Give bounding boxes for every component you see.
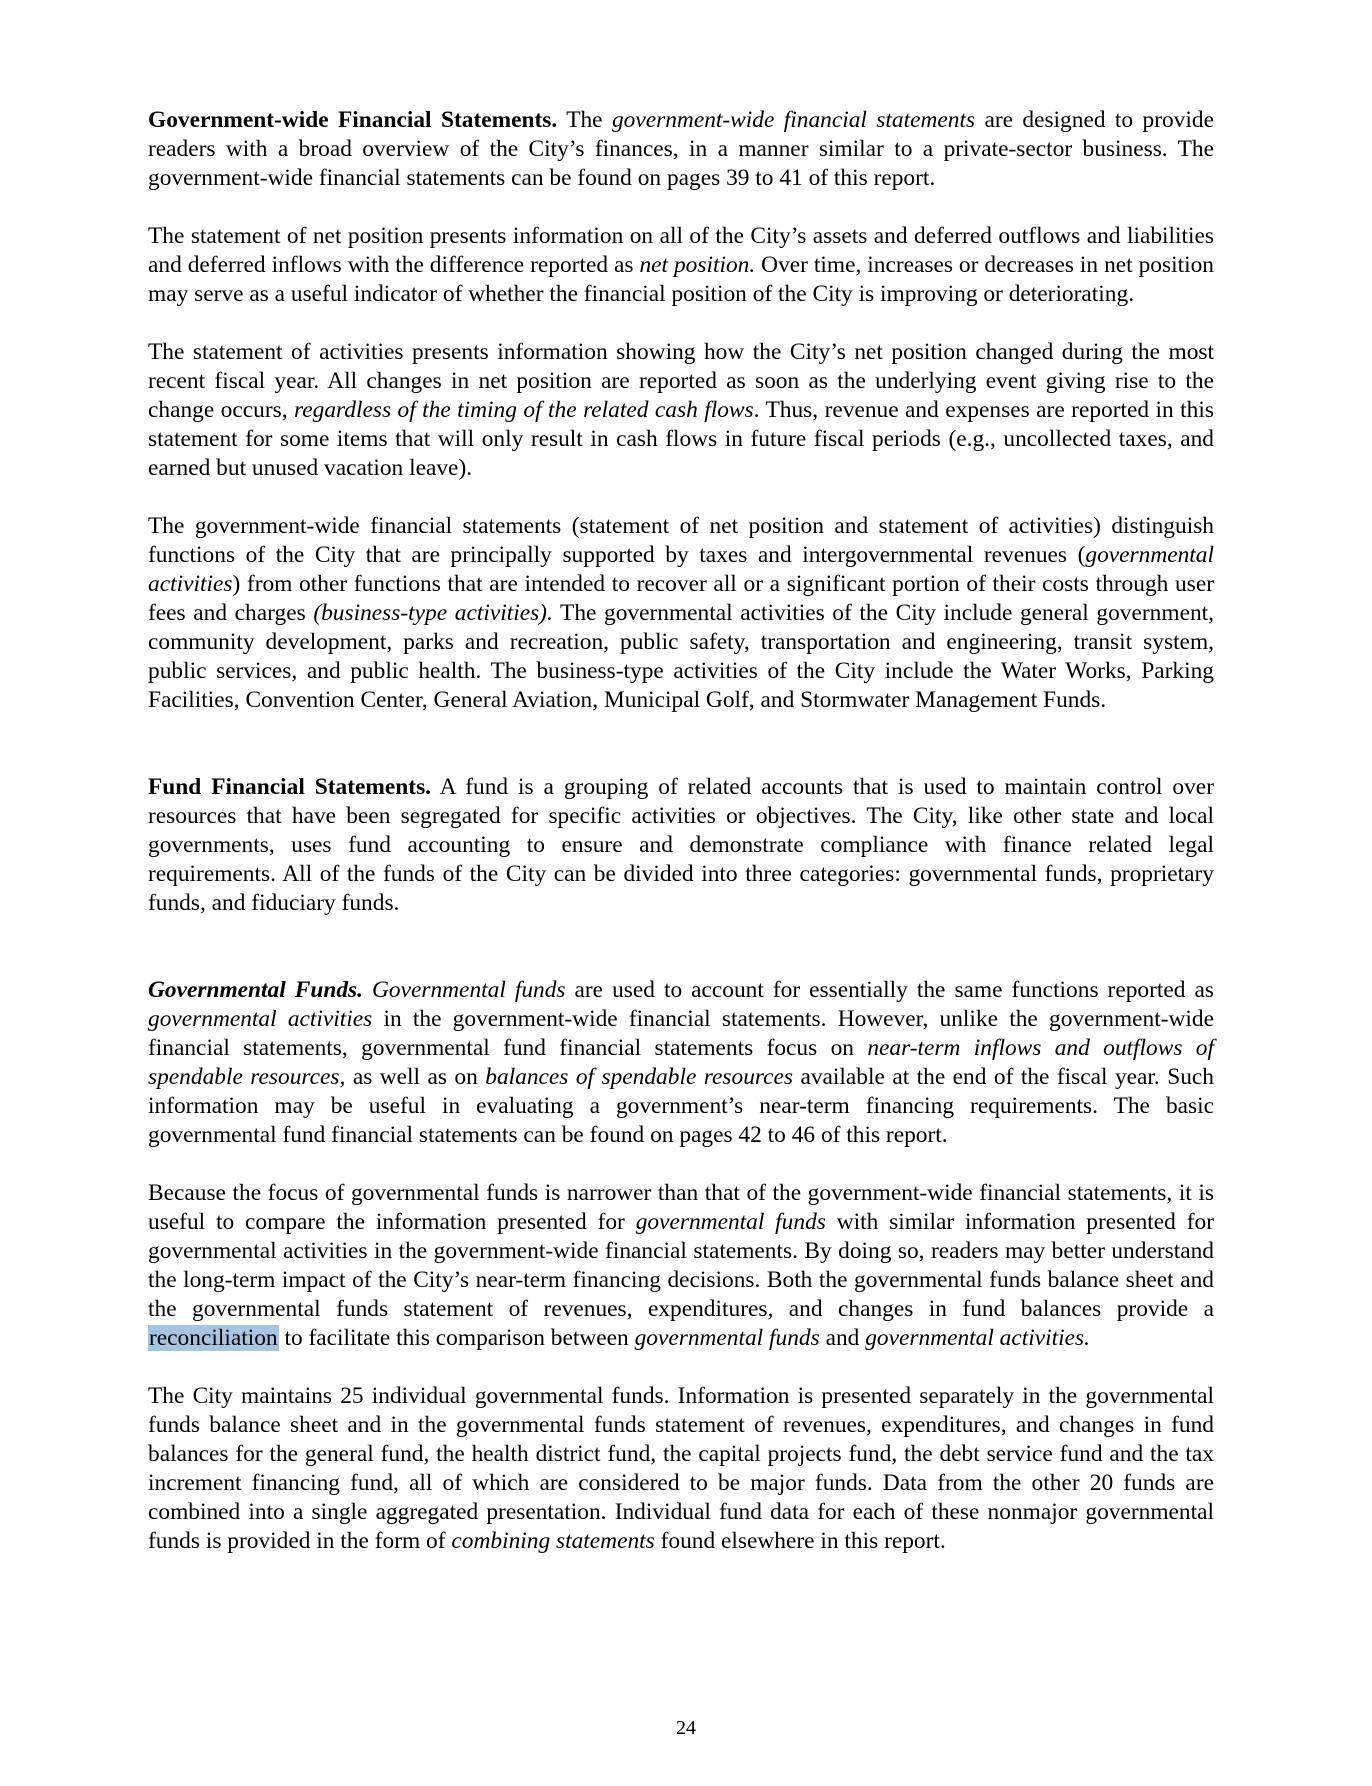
paragraph-activities-distinction (148, 512, 1214, 715)
text-run: found elsewhere in this report. (660, 1528, 946, 1554)
section-heading-governmental-funds: Governmental Funds. (148, 977, 364, 1003)
paragraph-individual-funds (148, 1382, 1214, 1556)
italic-run: governmental activities (148, 1006, 373, 1032)
text-run: in the government-wide financial statements. However, unlike the government-wide financial statements, governmental fund financial statements focus on (148, 1006, 1214, 1061)
italic-run: regardless of the timing of the related cash flows (294, 397, 754, 423)
paragraph-governmental-funds (148, 976, 1214, 1150)
text-run: The City maintains 25 individual governmental funds. Information is presented separately in the governmental funds balance sheet and in the governmental funds statement of revenues, expenditures, and changes in fund balances for the general fund, the health district fund, the capital projects fund, the debt service fund and the tax increment financing fund, all of which are considered to be major funds. Data from the other 20 funds are combined into a single aggregated presentation. Individual fund data for each of these nonmajor governmental funds is provided in the form of (148, 1383, 1214, 1554)
paragraph-statement-of-activities (148, 338, 1214, 483)
text-run: . Thus, revenue and expenses are reported in this statement for some items that will only result in cash flows in future fiscal periods (e.g., uncollected taxes, and earned but unused vacation leave). (148, 397, 1214, 481)
text-run: The government-wide financial statements (statement of net position and statement of activities) distinguish functions of the City that are principally supported by taxes and intergovernmental revenues ( (148, 513, 1214, 568)
text-run: The governmental activities of the City include general government, community development, parks and recreation, public safety, transportation and engineering, transit system, public services, and public health. The business-type activities of the City include the Water Works, Parking Facilities, Convention Center, General Aviation, Municipal Golf, and Stormwater Management Funds. (148, 600, 1214, 713)
section-heading-government-wide: Government-wide Financial Statements. (148, 107, 558, 133)
italic-run: governmental activities (148, 542, 1214, 597)
italic-run: (business-type activities). (313, 600, 553, 626)
text-run: to facilitate this comparison between (284, 1325, 629, 1351)
highlighted-selection[interactable]: reconciliation (149, 1325, 278, 1351)
italic-run: combining statements (451, 1528, 655, 1554)
document-page (148, 106, 1214, 1556)
text-run: available at the end of the fiscal year. Such information may be useful in evaluating a government’s near-term financing requirements. The basic governmental fund financial statements can be found on pages 42 to 46 of this report. (148, 1064, 1214, 1148)
page-number: 24 (676, 1717, 696, 1739)
paragraph-fund-financial-statements (148, 773, 1214, 918)
text-run: are used to account for essentially the same functions reported as (574, 977, 1214, 1003)
text-run: The statement of net position presents information on all of the City’s assets and deferred outflows and liabilities and deferred inflows with the difference reported as (148, 223, 1214, 278)
text-run: Over time, increases or decreases in net position may serve as a useful indicator of whether the financial position of the City is improving or deteriorating. (148, 252, 1214, 307)
text-run: The statement of activities presents information showing how the City’s net position changed during the most recent fiscal year. All changes in net position are reported as soon as the underlying event giving rise to the change occurs, (148, 339, 1214, 423)
text-run: A fund is a grouping of related accounts that is used to maintain control over resources that have been segregated for specific activities or objectives. The City, like other state and local governments, uses fund accounting to ensure and demonstrate compliance with finance related legal requirements. All of the funds of the City can be divided into three categories: governmental funds, proprietary funds, and fiduciary funds. (148, 774, 1214, 916)
text-run: as well as on (352, 1064, 478, 1090)
text-run: ) from other functions that are intended to recover all or a significant portion of their costs through user fees and charges (148, 571, 1214, 626)
italic-run: governmental activities. (865, 1325, 1090, 1351)
italic-run: governmental funds (635, 1209, 826, 1235)
paragraph-reconciliation (148, 1179, 1214, 1353)
text-run: are designed to provide readers with a broad overview of the City’s finances, in a manner similar to a private-sector business. The government-wide financial statements can be found on pages 39 to 41 of this report. (148, 107, 1214, 191)
italic-run: balances of spendable resources (485, 1064, 793, 1090)
italic-run: Governmental funds (372, 977, 566, 1003)
italic-run: net position. (639, 252, 756, 278)
paragraph-government-wide-overview (148, 106, 1214, 193)
paragraph-net-position (148, 222, 1214, 309)
text-run: Because the focus of governmental funds is narrower than that of the government-wide financial statements, it is useful to compare the information presented for (148, 1180, 1214, 1235)
italic-run: governmental funds (634, 1325, 820, 1351)
text-run: and (825, 1325, 860, 1351)
text-run: The (566, 107, 603, 133)
section-heading-fund-financial: Fund Financial Statements. (148, 774, 432, 800)
italic-run: government-wide financial statements (611, 107, 976, 133)
text-run: with similar information presented for governmental activities in the government-wide financial statements. By doing so, readers may better understand the long-term impact of the City’s near-term financing decisions. Both the governmental funds balance sheet and the governmental funds statement of revenues, expenditures, and changes in fund balances provide a (148, 1209, 1214, 1322)
italic-run: near-term inflows and outflows of spendable resources, (148, 1035, 1214, 1090)
